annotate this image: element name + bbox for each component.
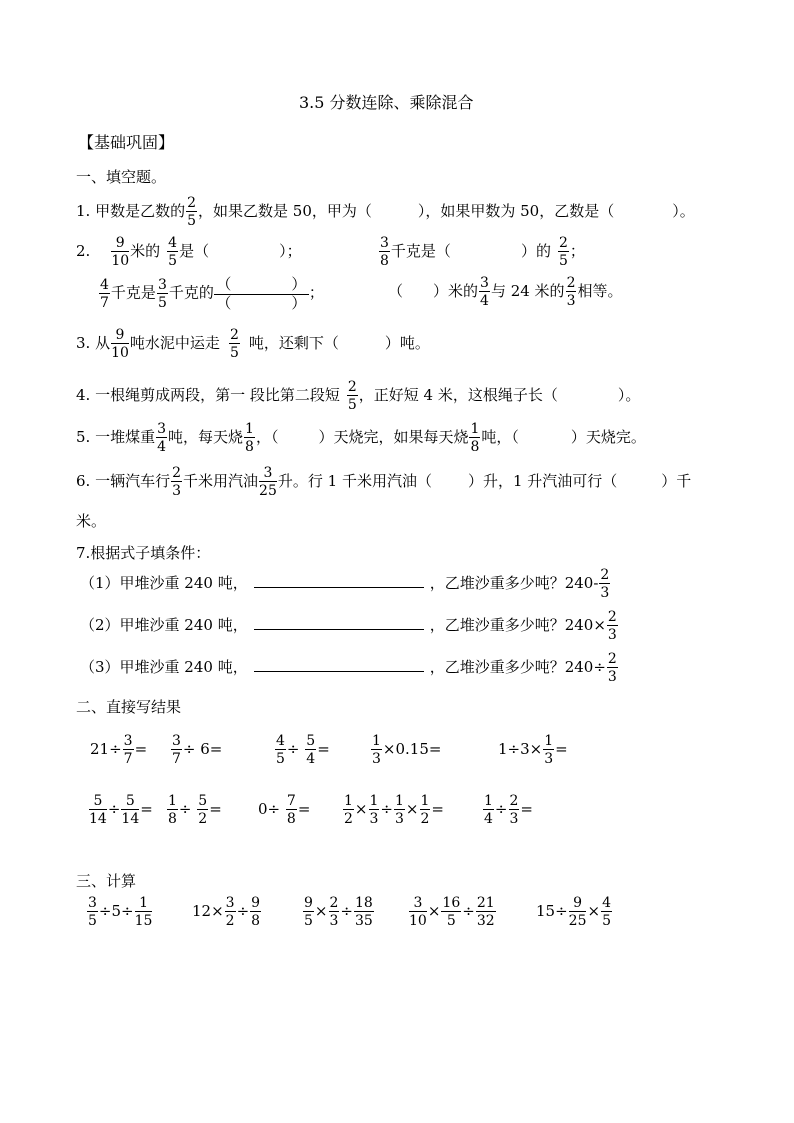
calc-item: $\frac{3}{5}$ ÷5÷ $\frac{1}{15}$ — [88, 895, 153, 929]
calc-item: $\frac{1}{3}$ ×0.15= — [372, 733, 442, 767]
calc-item: 12× $\frac{3}{2}$ ÷ $\frac{9}{8}$ — [192, 895, 261, 929]
calc-item: 21÷ $\frac{3}{7}$ = — [90, 733, 148, 767]
fraction: $\frac{1}{8}$ — [470, 421, 480, 455]
fraction: $\frac{2}{5}$ — [347, 379, 357, 413]
question-7-row-3: （3）甲堆沙重 240 吨， ，乙堆沙重多少吨？240÷ $\frac{2}{3}$ — [80, 651, 617, 685]
fraction: $\frac{3}{8}$ — [380, 235, 389, 269]
q1-text-c: ），如果甲数为 50，乙数是（ — [417, 202, 615, 220]
blank-fraction[interactable]: （ ） （ ） — [214, 276, 309, 311]
question-7-head: 7.根据式子填条件： — [76, 544, 211, 562]
question-6-cont: 米。 — [76, 512, 107, 530]
question-4: 4. 一根绳剪成两段，第一 段比第二段短 $\frac{2}{5}$ ，正好短 4 米，这根绳子长（ ）。 — [76, 379, 641, 413]
fraction: $\frac{3}{25}$ — [259, 465, 277, 499]
calc-item: $\frac{9}{5}$ × $\frac{2}{3}$ ÷ $\frac{18}{35}$ — [304, 895, 373, 929]
calc-item: 15÷ $\frac{9}{25}$ × $\frac{4}{5}$ — [536, 895, 611, 929]
fraction: $\frac{2}{3}$ — [607, 651, 617, 685]
question-2-line-2b: （ ）米的 $\frac{3}{4}$ 与 24 米的 $\frac{2}{3}$ 相等。 — [388, 275, 623, 309]
answer-line[interactable] — [254, 615, 424, 630]
calc-item: $\frac{5}{14}$ ÷ $\frac{5}{14}$ = — [89, 793, 153, 827]
calc-item: $\frac{4}{5}$ ÷ $\frac{5}{4}$ = — [276, 733, 330, 767]
fraction: $\frac{2}{5}$ — [187, 195, 197, 229]
answer-line[interactable] — [254, 657, 424, 672]
question-2-line-2: $\frac{4}{7}$ 千克是 $\frac{3}{5}$ 千克的 （ ） （ ） ； — [100, 275, 324, 312]
question-3: 3. 从 $\frac{9}{10}$ 吨水泥中运走 $\frac{2}{5}$ 吨，还剩下（ ）吨。 — [76, 327, 430, 361]
fraction: $\frac{3}{5}$ — [157, 276, 167, 311]
section-basic: 【基础巩固】 — [78, 133, 175, 152]
fraction: $\frac{1}{8}$ — [245, 421, 254, 455]
section-calculate: 三、计算 — [76, 872, 137, 890]
fraction: $\frac{4}{5}$ — [168, 235, 178, 269]
calc-item: 1÷3× $\frac{1}{3}$ = — [498, 733, 568, 767]
question-2: 2. $\frac{9}{10}$ 米的 $\frac{4}{5}$ 是（ ）； — [76, 235, 302, 269]
section-fill-blank: 一、填空题。 — [76, 168, 167, 186]
fraction: $\frac{2}{3}$ — [607, 609, 617, 643]
fraction: $\frac{3}{4}$ — [157, 421, 167, 455]
fraction: $\frac{2}{5}$ — [558, 235, 568, 269]
calc-item: 0÷ $\frac{7}{8}$ = — [258, 793, 311, 827]
fraction: $\frac{9}{10}$ — [111, 235, 130, 269]
fraction: $\frac{2}{5}$ — [229, 327, 239, 361]
calc-item: $\frac{3}{10}$ × $\frac{16}{5}$ ÷ $\frac{21}{32}$ — [409, 895, 495, 929]
question-1 — [76, 196, 695, 228]
fraction: $\frac{2}{3}$ — [172, 465, 182, 499]
page-title: 3.5 分数连除、乘除混合 — [299, 93, 474, 112]
calc-item: $\frac{1}{4}$ ÷ $\frac{2}{3}$ = — [484, 793, 533, 827]
calc-item: $\frac{1}{2}$ × $\frac{1}{3}$ ÷ $\frac{1}{3}$ × $\frac{1}{2}$ = — [344, 793, 444, 827]
fraction: $\frac{2}{3}$ — [566, 275, 576, 309]
fraction: $\frac{3}{4}$ — [480, 275, 489, 309]
fraction: $\frac{4}{7}$ — [100, 276, 109, 311]
calc-item: $\frac{3}{7}$ ÷ 6= — [172, 733, 223, 767]
q1-text-b: ，如果乙数是 50，甲为（ — [198, 202, 372, 220]
q1-text-d: ）。 — [672, 202, 695, 220]
question-5: 5. 一堆煤重 $\frac{3}{4}$ 吨，每天烧 $\frac{1}{8}$ ，（ ）天烧完，如果每天烧 $\frac{1}{8}$ 吨，（ ）天烧完。 — [76, 421, 646, 455]
answer-line[interactable] — [254, 573, 424, 588]
question-7-row-1: （1）甲堆沙重 240 吨， ，乙堆沙重多少吨？240- $\frac{2}{3}$ — [80, 567, 610, 601]
question-7-row-2: （2）甲堆沙重 240 吨， ，乙堆沙重多少吨？240× $\frac{2}{3}$ — [80, 609, 617, 643]
q1-text-a: 1. 甲数是乙数的 — [76, 202, 186, 220]
fraction: $\frac{2}{3}$ — [600, 567, 610, 601]
fraction: $\frac{9}{10}$ — [111, 327, 129, 361]
question-2-part-b: $\frac{3}{8}$ 千克是（ ）的 $\frac{2}{5}$ ； — [380, 235, 585, 269]
question-6: 6. 一辆汽车行 $\frac{2}{3}$ 千米用汽油 $\frac{3}{25}$ 升。行 1 千米用汽油（ ）升，1 升汽油可行（ ）千 — [76, 465, 692, 499]
calc-item: $\frac{1}{8}$ ÷ $\frac{5}{2}$ = — [168, 793, 222, 827]
section-direct-results: 二、直接写结果 — [76, 698, 182, 716]
